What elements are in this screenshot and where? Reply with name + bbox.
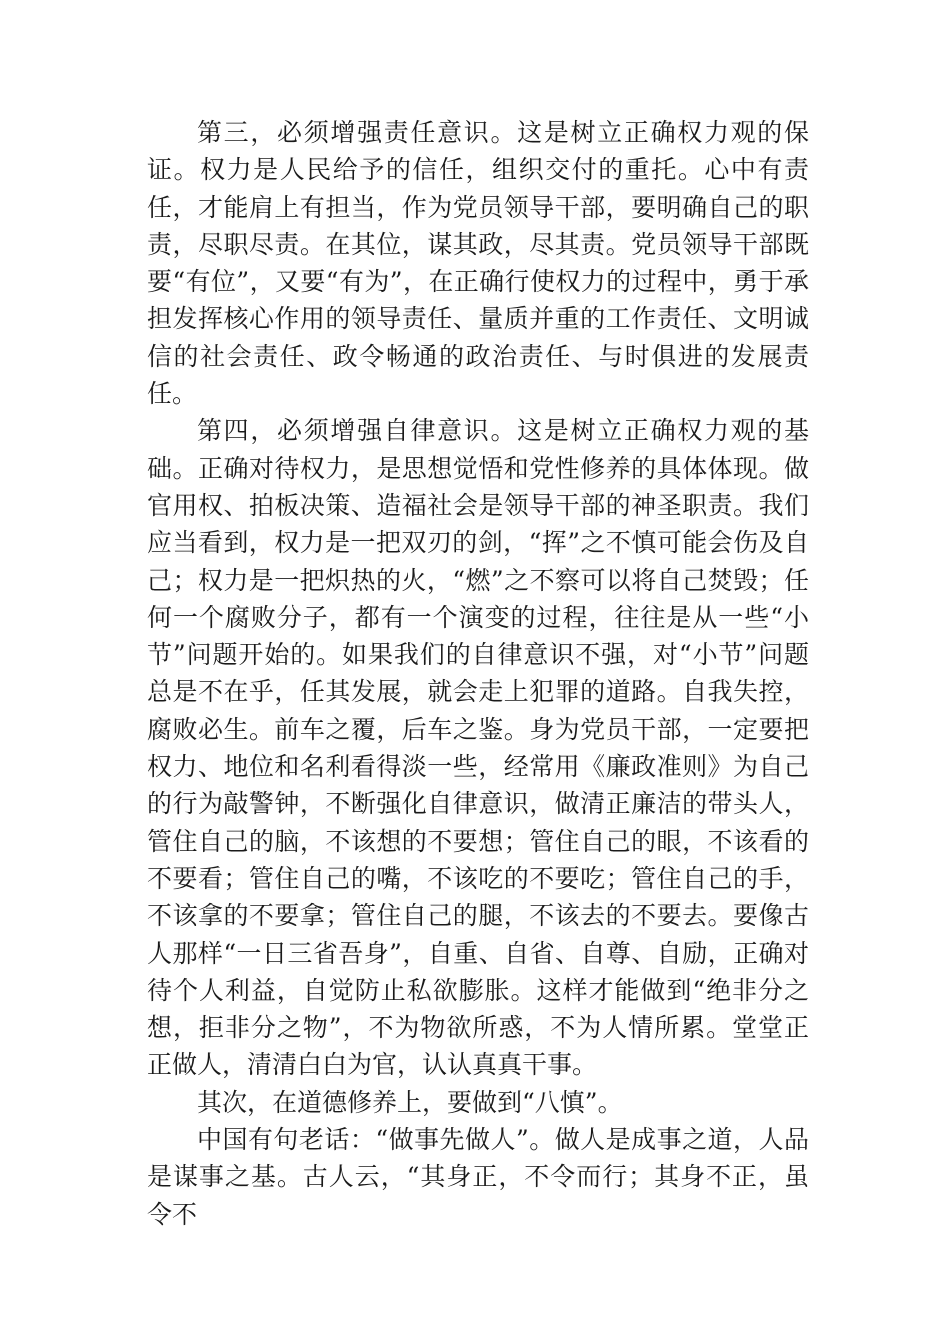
document-body [147, 114, 809, 1233]
paragraph-proverb: 中国有句老话：“做事先做人”。做人是成事之道，人品是谋事之基。古人云，“其身正，不令而行；其身不正，虽令不 [147, 1125, 809, 1229]
paragraph-responsibility: 第三，必须增强责任意识。这是树立正确权力观的保证。权力是人民给予的信任，组织交付的重托。心中有责任，才能肩上有担当，作为党员领导干部，要明确自己的职责，尽职尽责。在其位，谋其政，尽其责。党员领导干部既要“有位”，又要“有为”，在正确行使权力的过程中，勇于承担发挥核心作用的领导责任、量质并重的工作责任、文明诚信的社会责任、政令畅通的政治责任、与时俱进的发展责任。 [147, 118, 809, 409]
paragraph-self-discipline: 第四，必须增强自律意识。这是树立正确权力观的基础。正确对待权力，是思想觉悟和党性修养的具体体现。做官用权、拍板决策、造福社会是领导干部的神圣职责。我们应当看到，权力是一把双刃的剑，“挥”之不慎可能会伤及自己；权力是一把炽热的火，“燃”之不察可以将自己焚毁；任何一个腐败分子，都有一个演变的过程，往往是从一些“小节”问题开始的。如果我们的自律意识不强，对“小节”问题总是不在乎，任其发展，就会走上犯罪的道路。自我失控，腐败必生。前车之覆，后车之鉴。身为党员干部，一定要把权力、地位和名利看得淡一些，经常用《廉政准则》为自己的行为敲警钟，不断强化自律意识，做清正廉洁的带头人，管住自己的脑，不该想的不要想；管住自己的眼，不该看的不要看；管住自己的嘴，不该吃的不要吃；管住自己的手，不该拿的不要拿；管住自己的腿，不该去的不要去。要像古人那样“一日三省吾身”，自重、自省、自尊、自励，正确对待个人利益，自觉防止私欲膨胀。这样才能做到“绝非分之想，拒非分之物”，不为物欲所惑，不为人情所累。堂堂正正做人，清清白白为官，认认真真干事。 [147, 416, 809, 1080]
paragraph-eight-cautions: 其次，在道德修养上，要做到“八慎”。 [197, 1087, 623, 1117]
